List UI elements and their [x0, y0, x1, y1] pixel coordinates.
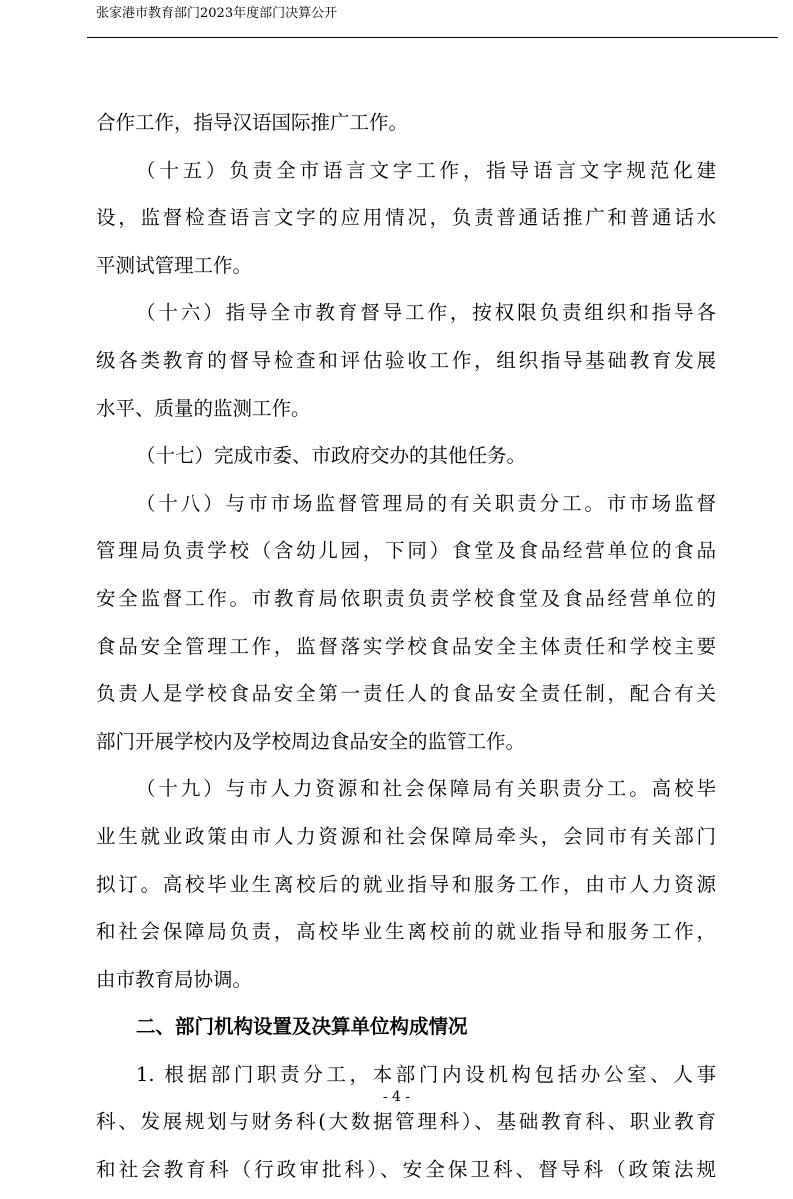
body-text-line: （十五）负责全市语言文字工作，指导语言文字规范化建 — [136, 158, 716, 182]
running-header-title: 张家港市教育部门2023年度部门决算公开 — [96, 6, 338, 21]
body-text-line: 合作工作，指导汉语国际推广工作。 — [96, 111, 409, 134]
section-heading: 二、部门机构设置及决算单位构成情况 — [136, 1015, 468, 1039]
body-text-line: 食品安全管理工作，监督落实学校食品安全主体责任和学校主要 — [96, 634, 716, 658]
body-text-line: 业生就业政策由市人力资源和社会保障局牵头，会同市有关部门 — [96, 824, 716, 848]
body-text-line: 和社会保障局负责，高校毕业生离校前的就业指导和服务工作， — [96, 920, 716, 944]
body-text-line: （十八）与市市场监督管理局的有关职责分工。市市场监督 — [136, 491, 716, 515]
body-text-line: （十六）指导全市教育督导工作，按权限负责组织和指导各 — [136, 301, 716, 325]
body-text-line: 负责人是学校食品安全第一责任人的食品安全责任制，配合有关 — [96, 682, 716, 706]
body-text-line: 管理局负责学校（含幼儿园，下同）食堂及食品经营单位的食品 — [96, 539, 716, 563]
body-text-line: （十七）完成市委、市政府交办的其他任务。 — [136, 444, 527, 468]
header-divider — [87, 37, 778, 38]
body-text-line: 和社会教育科（行政审批科）、安全保卫科、督导科（政策法规 — [96, 1158, 716, 1182]
body-text-line: 1. 根据部门职责分工，本部门内设机构包括办公室、人事 — [136, 1062, 716, 1086]
body-text-line: 拟订。高校毕业生离校后的就业指导和服务工作，由市人力资源 — [96, 872, 716, 896]
body-text-line: 部门开展学校内及学校周边食品安全的监管工作。 — [96, 729, 526, 753]
body-text-line: 平测试管理工作。 — [96, 253, 253, 277]
document-body — [96, 104, 716, 1199]
body-text-line: 科、发展规划与财务科(大数据管理科）、基础教育科、职业教育 — [96, 1110, 716, 1134]
body-text-line: 设，监督检查语言文字的应用情况，负责普通话推广和普通话水 — [96, 206, 716, 230]
body-text-line: 水平、质量的监测工作。 — [96, 396, 311, 420]
body-text-line: 安全监督工作。市教育局依职责负责学校食堂及食品经营单位的 — [96, 586, 716, 610]
body-text-line: 由市教育局协调。 — [96, 967, 253, 991]
body-text-line: 级各类教育的督导检查和评估验收工作，组织指导基础教育发展 — [96, 348, 716, 372]
body-text-line: （十九）与市人力资源和社会保障局有关职责分工。高校毕 — [136, 777, 716, 801]
page-number: - 4 - — [382, 1089, 411, 1105]
